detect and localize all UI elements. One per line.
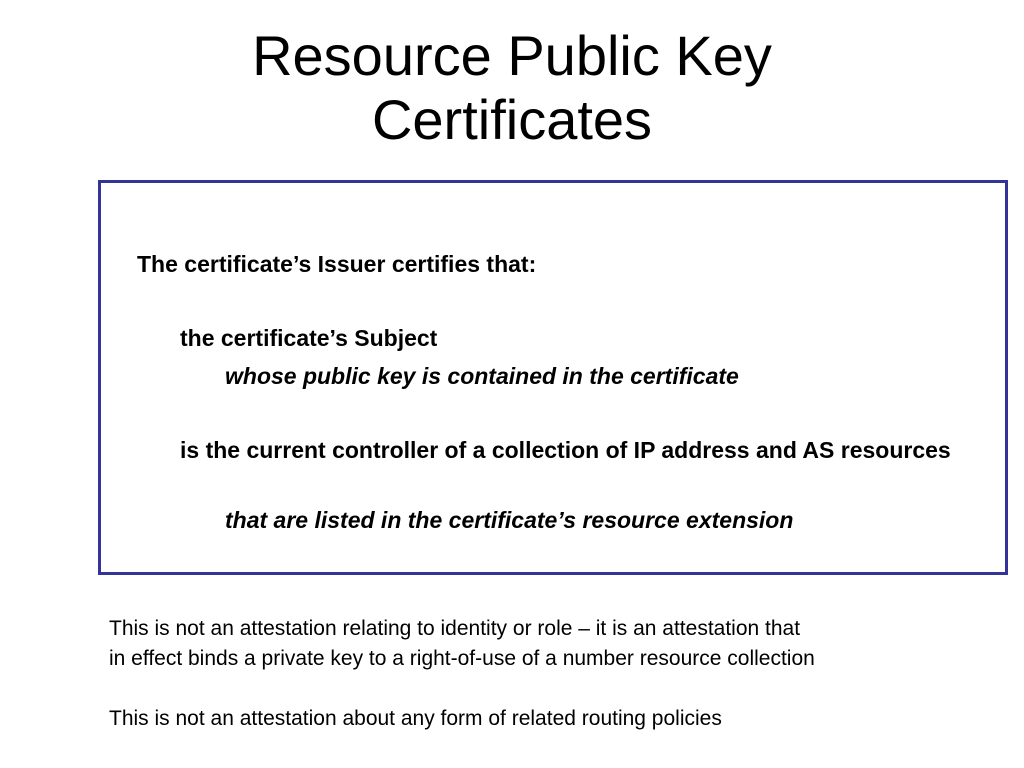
subject-text: the certificate’s Subject: [180, 325, 438, 351]
identity-note: [109, 614, 815, 674]
attestation-box: [98, 180, 1008, 575]
slide-title-line-1: Resource Public Key: [252, 24, 772, 87]
routing-policy-note: This is not an attestation about any form of related routing policies: [109, 707, 722, 730]
issuer-certifies-text: The certificate’s Issuer certifies that:: [137, 251, 537, 277]
identity-note-line-2: in effect binds a private key to a right-of-use of a number resource collection: [109, 647, 815, 670]
slide-title: [0, 24, 1024, 152]
slide-title-line-2: Certificates: [371, 88, 653, 151]
controller-text: is the current controller of a collection of IP address and AS resources: [180, 437, 951, 463]
resources-detail-text: that are listed in the certificate’s resource extension: [225, 507, 794, 533]
identity-note-line-1: This is not an attestation relating to identity or role – it is an attestation that: [109, 617, 801, 640]
subject-detail-text: whose public key is contained in the certificate: [225, 363, 739, 389]
